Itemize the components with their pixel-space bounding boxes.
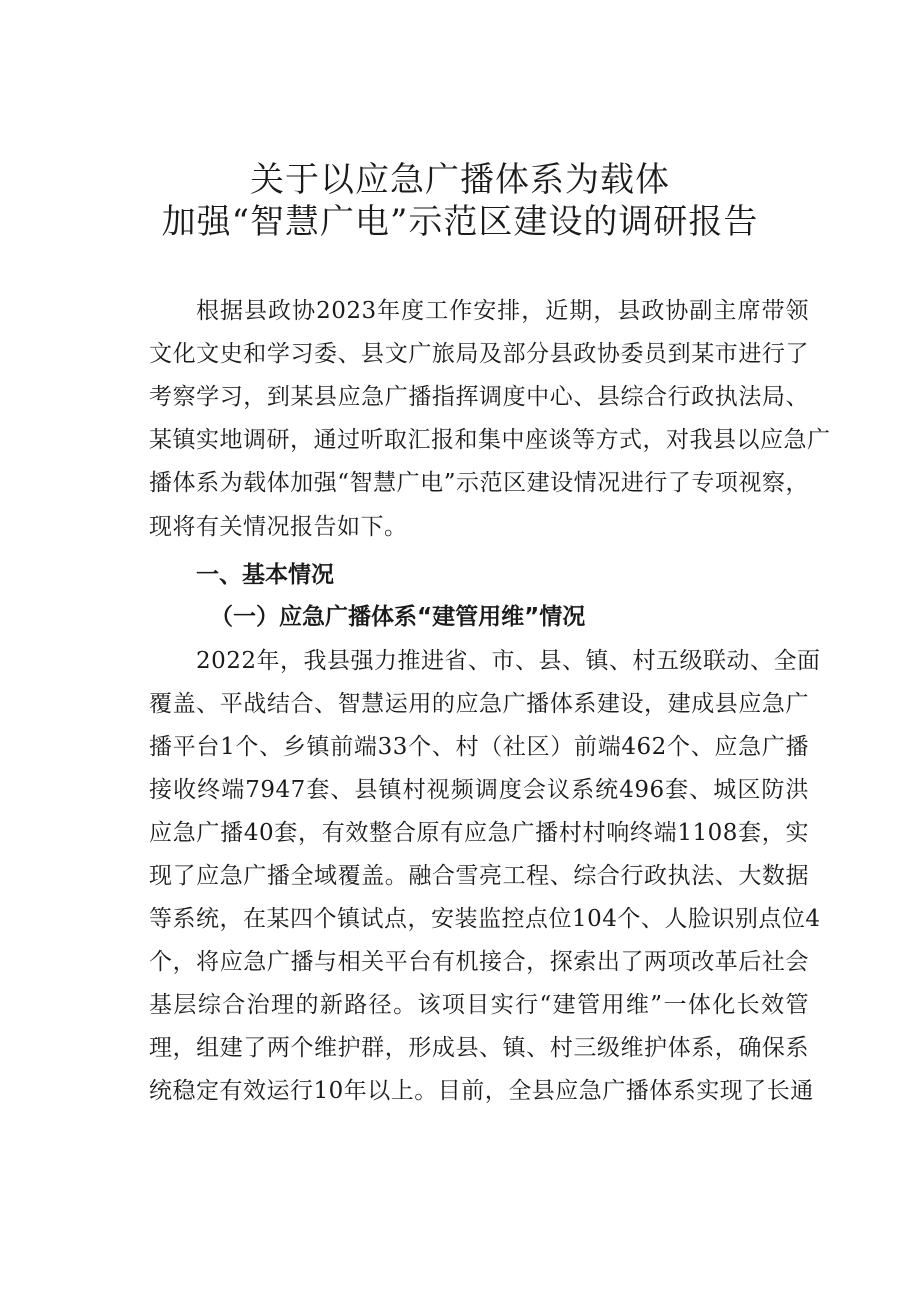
body-line: 理，组建了两个维护群，形成县、镇、村三级维护体系，确保系 bbox=[149, 1035, 809, 1061]
document-title-line-1: 关于以应急广播体系为载体 bbox=[250, 160, 670, 200]
subsection-heading: （一）应急广播体系“建管用维”情况 bbox=[210, 604, 586, 630]
intro-line: 现将有关情况报告如下。 bbox=[149, 514, 408, 540]
body-line: 统稳定有效运行10年以上。目前，全县应急广播体系实现了长通 bbox=[149, 1078, 814, 1104]
body-line: 等系统，在某四个镇试点，安装监控点位104个、人脸识别点位4 bbox=[149, 906, 821, 932]
body-line: 播平台1个、乡镇前端33个、村（社区）前端462个、应急广播 bbox=[149, 734, 809, 760]
document-title-line-2: 加强“智慧广电”示范区建设的调研报告 bbox=[161, 202, 759, 242]
body-line: 覆盖、平战结合、智慧运用的应急广播体系建设，建成县应急广 bbox=[149, 691, 809, 717]
intro-line: 考察学习，到某县应急广播指挥调度中心、县综合行政执法局、 bbox=[149, 384, 809, 410]
body-line: 基层综合治理的新路径。该项目实行“建管用维”一体化长效管 bbox=[149, 992, 809, 1018]
intro-line: 播体系为载体加强“智慧广电”示范区建设情况进行了专项视察， bbox=[149, 470, 809, 496]
intro-line: 某镇实地调研，通过听取汇报和集中座谈等方式，对我县以应急广 bbox=[149, 427, 831, 453]
body-line: 2022年，我县强力推进省、市、县、镇、村五级联动、全面 bbox=[196, 648, 821, 674]
intro-line: 文化文史和学习委、县文广旅局及部分县政协委员到某市进行了 bbox=[149, 341, 809, 367]
body-line: 接收终端7947套、县镇村视频调度会议系统496套、城区防洪 bbox=[149, 777, 809, 803]
body-line: 个，将应急广播与相关平台有机接合，探索出了两项改革后社会 bbox=[149, 949, 809, 975]
section-heading: 一、基本情况 bbox=[196, 562, 334, 588]
intro-line: 根据县政协2023年度工作安排，近期，县政协副主席带领 bbox=[196, 298, 809, 324]
body-line: 应急广播40套，有效整合原有应急广播村村响终端1108套，实 bbox=[149, 820, 809, 846]
body-line: 现了应急广播全域覆盖。融合雪亮工程、综合行政执法、大数据 bbox=[149, 863, 809, 889]
